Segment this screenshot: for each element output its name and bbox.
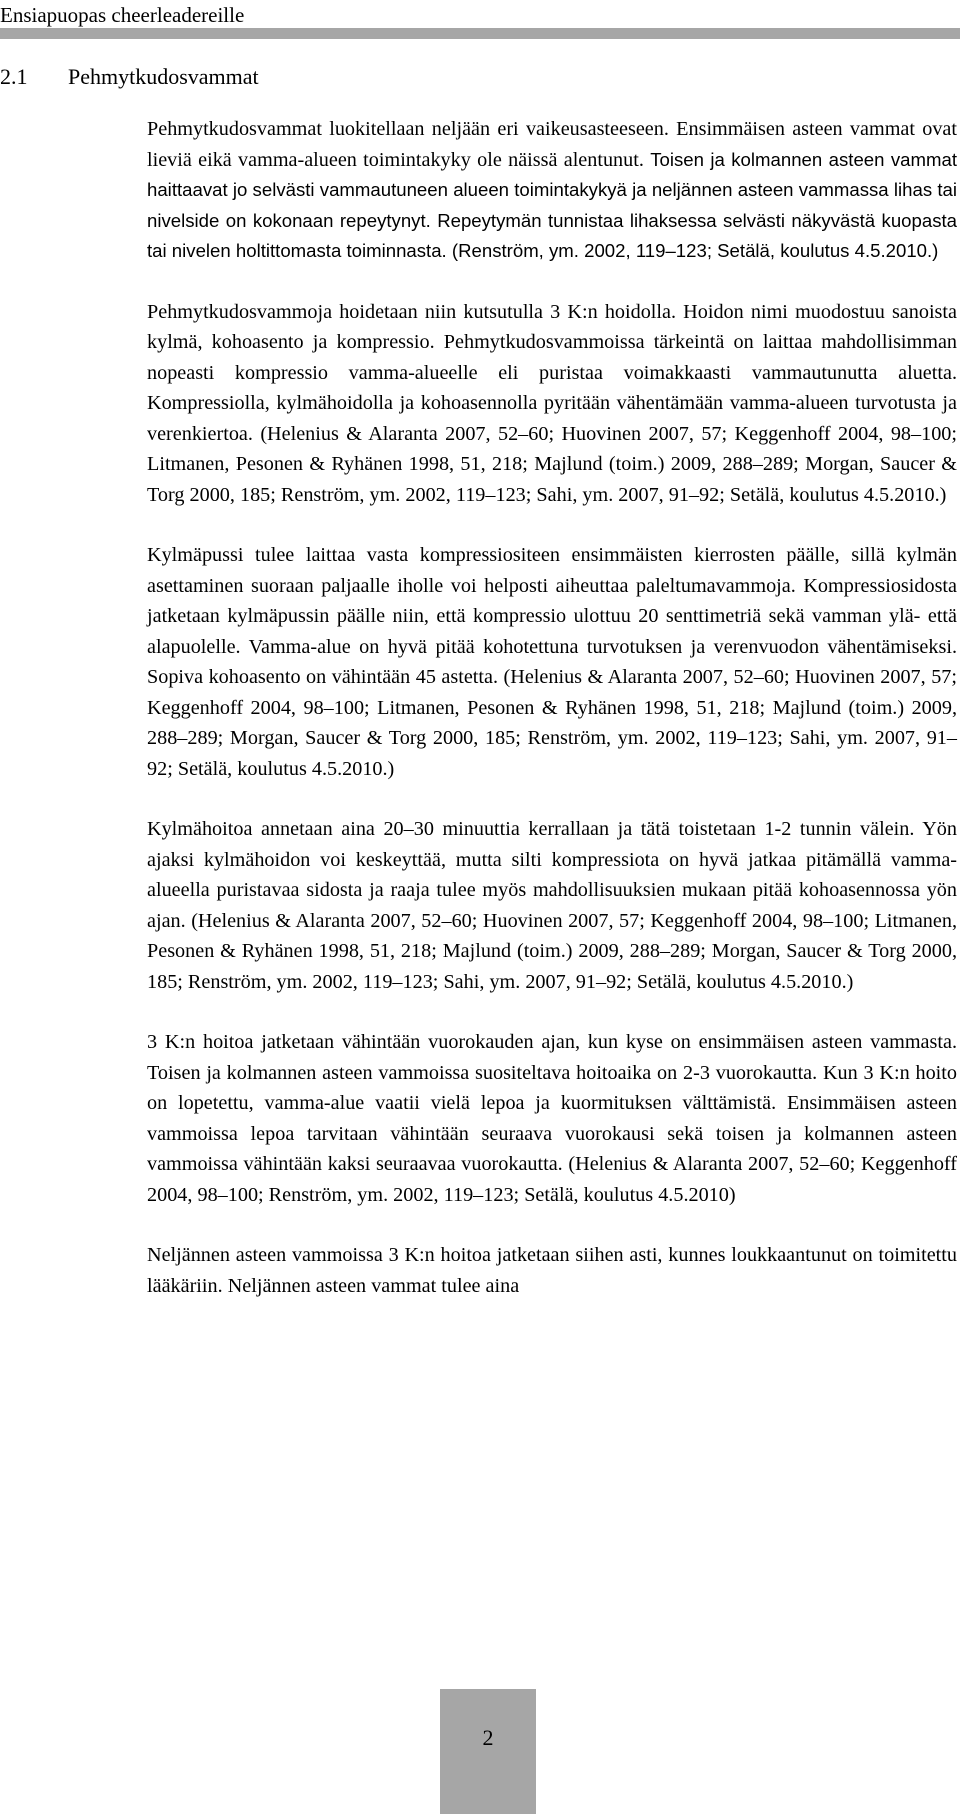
paragraph-cold-therapy: Kylmähoitoa annetaan aina 20–30 minuuttia kerrallaan ja tätä toistetaan 1-2 tunnin välein. Yön ajaksi kylmähoidon voi keskeyttää, mutta silti kompressiota on hyvä jatkaa pitämällä vamma-alueella puristavaa sidosta ja raaja tulee myös mahdollisuuksien mukaan pitää kohoasennossa yön ajan. (Helenius & Alaranta 2007, 52–60; Huovinen 2007, 57; Keggenhoff 2004, 98–100; Litmanen, Pesonen & Ryhänen 1998, 51, 218; Majlund (toim.) 2009, 288–289; Morgan, Saucer & Torg 2000, 185; Renström, ym. 2002, 119–123; Sahi, ym. 2007, 91–92; Setälä, koulutus 4.5.2010.) [147, 818, 957, 993]
paragraph-grades-sans: Toisen ja kolmannen asteen vammat haittaavat jo selvästi vammautuneen alueen toimintakykyä ja neljännen asteen vammassa lihas tai nivelside on kokonaan repeytynyt. Repeytymän tunnistaa lihaksessa selvästi näkyvästä kuopasta tai nivelen holtittomasta toiminnasta. (Renström, ym. 2002, 119–123; Setälä, koulutus 4.5.2010.) [147, 148, 958, 261]
section-heading [0, 62, 259, 92]
paragraph-cold-pack: Kylmäpussi tulee laittaa vasta kompressiositeen ensimmäisten kierrosten päälle, sillä kylmän asettaminen suoraan paljaalle iholle voi helposti aiheuttaa paleltumavammoja. Kompressiosidosta jatketaan kylmäpussin päälle niin, että kompressio ulottuu 20 senttimetriä sekä vamman ylä- että alapuolelle. Vamma-alue on hyvä pitää kohotettuna turvotuksen ja verenvuodon vähentämiseksi. Sopiva kohoasento on vähintään 45 astetta. (Helenius & Alaranta 2007, 52–60; Huovinen 2007, 57; Keggenhoff 2004, 98–100; Litmanen, Pesonen & Ryhänen 1998, 51, 218; Majlund (toim.) 2009, 288–289; Morgan, Saucer & Torg 2000, 185; Renström, ym. 2002, 119–123; Sahi, ym. 2007, 91–92; Setälä, koulutus 4.5.2010.) [147, 544, 957, 780]
paragraph-grades-serif: Pehmytkudosvammat luokitellaan neljään eri vaikeusasteeseen. Ensimmäisen asteen vammat ovat lieviä eikä vamma-alueen toimintakyky ole näissä alentunut. [147, 118, 957, 171]
paragraph-3k-treatment: Pehmytkudosvammoja hoidetaan niin kutsutulla 3 K:n hoidolla. Hoidon nimi muodostuu sanoista kylmä, kohoasento ja kompressio. Pehmytkudosvammoissa tärkeintä on laittaa mahdollisimman nopeasti kompressio vamma-alueelle eli puristaa voimakkaasti vammautunutta aluetta. Kompressiolla, kylmähoidolla ja kohoasennolla pyritään vähentämään vamma-alueen turvotusta ja verenkiertoa. (Helenius & Alaranta 2007, 52–60; Huovinen 2007, 57; Keggenhoff 2004, 98–100; Litmanen, Pesonen & Ryhänen 1998, 51, 218; Majlund (toim.) 2009, 288–289; Morgan, Saucer & Torg 2000, 185; Renström, ym. 2002, 119–123; Sahi, ym. 2007, 91–92; Setälä, koulutus 4.5.2010.) [147, 300, 957, 506]
section-number: 2.1 [0, 64, 28, 89]
document-title: Ensiapuopas cheerleadereille [0, 3, 245, 27]
section-title: Pehmytkudosvammat [68, 64, 259, 89]
page-number-box [440, 1689, 536, 1814]
header-rule [0, 28, 960, 39]
page-number: 2 [482, 1725, 494, 1750]
body-text [147, 114, 957, 1301]
paragraph-fourth-grade: Neljännen asteen vammoissa 3 K:n hoitoa jatketaan siihen asti, kunnes loukkaantunut on toimitettu lääkäriin. Neljännen asteen vammat tulee aina [147, 1244, 957, 1297]
paragraph-treatment-duration: 3 K:n hoitoa jatketaan vähintään vuorokauden ajan, kun kyse on ensimmäisen asteen vammasta. Toisen ja kolmannen asteen vammoissa suositeltava hoitoaika on 2-3 vuorokautta. Kun 3 K:n hoito on lopetettu, vamma-alue vaatii vielä lepoa ja kuormituksen välttämistä. Ensimmäisen asteen vammoissa lepoa tarvitaan vähintään seuraava vuorokausi sekä toisen ja kolmannen asteen vammoissa vähintään kaksi seuraavaa vuorokautta. (Helenius & Alaranta 2007, 52–60; Keggenhoff 2004, 98–100; Renström, ym. 2002, 119–123; Setälä, koulutus 4.5.2010) [147, 1031, 957, 1206]
paragraph-grades [147, 114, 957, 267]
